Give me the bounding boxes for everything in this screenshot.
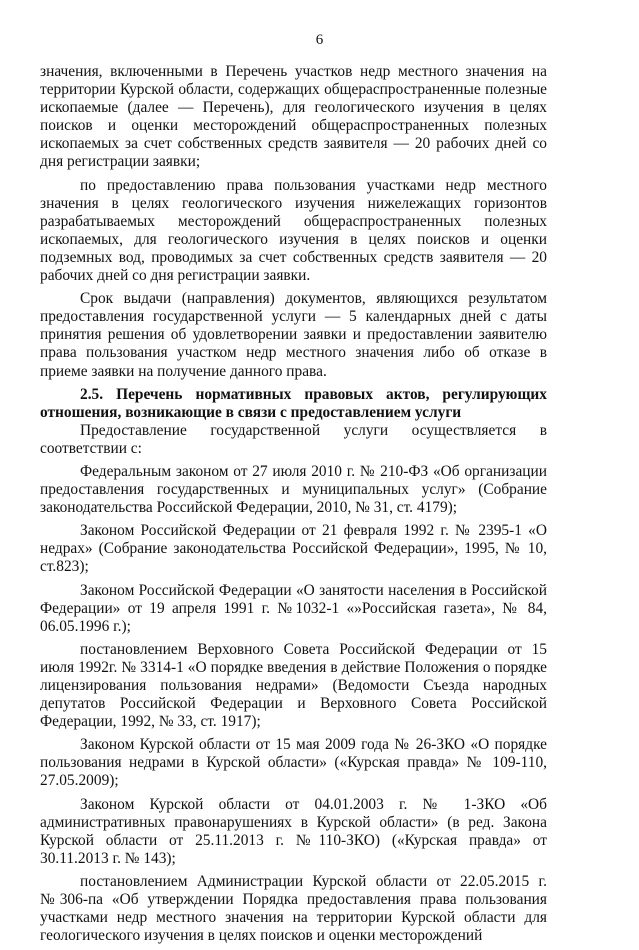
- paragraph-10: Законом Курской области от 04.01.2003 г. № 1-ЗКО «Об административных правонарушениях в Курской области» (в ред. Закона Курской области от 25.11.2013 г. №110-ЗКО) («Курская правда» от 30.11.2013 г. № 143);: [40, 795, 547, 867]
- paragraph-5: Федеральным законом от 27 июля 2010 г. № 210-ФЗ «Об организации предоставления государственных и муниципальных услуг» (Собрание законодательства Российской Федерации, 2010, № 31, ст. 4179);: [40, 462, 547, 517]
- page-number: 6: [315, 32, 324, 48]
- paragraph-11: постановлением Администрации Курской области от 22.05.2015 г. №306-па «Об утверждении Порядка предоставления права пользования участками недр местного значения на территории Курской области для геологического изучения в целях поисков и оценки месторождений: [40, 872, 547, 945]
- paragraph-2: по предоставлению права пользования участками недр местного значения в целях геологического изучения нижележащих горизонтов разрабатываемых месторождений общераспространенных полезных ископаемых, для геологического изучения в целях поисков и оценки подземных вод, проводимых за счет собственных средств заявителя — 20 рабочих дней со дня регистрации заявки.: [40, 176, 547, 285]
- paragraph-7: Законом Российской Федерации «О занятости населения в Российской Федерации» от 19 апреля 1991 г. №1032-1 «»Российская газета», № 84, 06.05.1996 г.);: [40, 581, 547, 635]
- paragraph-9: Законом Курской области от 15 мая 2009 года № 26-ЗКО «О порядке пользования недрами в Курской области» («Курская правда» № 109-110, 27.05.2009);: [40, 736, 547, 790]
- section-heading: 2.5. Перечень нормативных правовых актов, регулирующих отношения, возникающие в связи с предоставлением услуги: [40, 385, 547, 421]
- paragraph-4: Предоставление государственной услуги осуществляется в соответствии с:: [40, 421, 547, 457]
- paragraph-3: Срок выдачи (направления) документов, являющихся результатом предоставления государственной услуги — 5 календарных дней с даты принятия решения об удовлетворении заявки и предоставлении заявителю права пользования участком недр местного значения либо об отказе в приеме заявки на получение данного права.: [40, 290, 547, 380]
- paragraph-1: значения, включенными в Перечень участков недр местного значения на территории Курской области, содержащих общераспространенные полезные ископаемые (далее — Перечень), для геологического изучения в целях поисков и оценки месторождений общераспространенных полезных ископаемых за счет собственных средств заявителя — 20 рабочих дней со дня регистрации заявки;: [40, 63, 547, 171]
- paragraph-6: Законом Российской Федерации от 21 февраля 1992 г. № 2395-1 «О недрах» (Собрание законодательства Российской Федерации», 1995, № 10, ст.823);: [40, 522, 547, 576]
- document-body: [40, 63, 547, 950]
- paragraph-8: постановлением Верховного Совета Российской Федерации от 15 июля 1992г. № 3314-1 «О порядке введения в действие Положения о порядке лицензирования пользования недрами» (Ведомости Съезда народных депутатов Российской Федерации и Верховного Совета Российской Федерации, 1992, № 33, ст. 1917);: [40, 640, 547, 731]
